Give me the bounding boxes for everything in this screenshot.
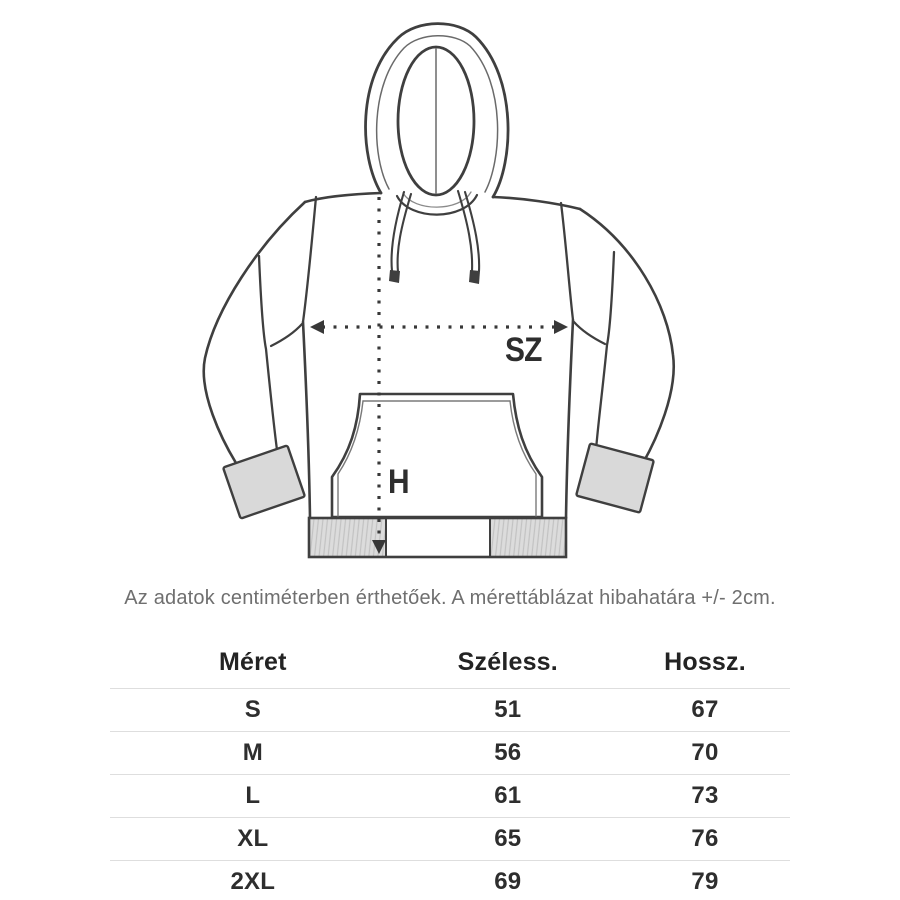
width-arrow-label: SZ <box>505 330 542 369</box>
left-sleeve <box>204 202 305 463</box>
header-size: Méret <box>218 647 287 676</box>
right-cuff <box>576 443 654 512</box>
left-underarm-seam <box>271 324 302 346</box>
table-header-row <box>110 636 790 688</box>
header-length: Hossz. <box>664 647 746 676</box>
hood-outer-edge <box>366 24 509 197</box>
right-armhole-seam <box>561 203 573 320</box>
hem-ribbing-left <box>310 519 385 556</box>
table-row <box>110 688 790 731</box>
height-arrow-label: H <box>388 462 410 501</box>
pocket-outline <box>332 394 542 517</box>
right-underarm-seam <box>574 322 605 344</box>
header-width: Széless. <box>457 647 558 676</box>
table-row <box>110 817 790 860</box>
table-row <box>110 731 790 774</box>
table-row <box>110 774 790 817</box>
left-body-edge <box>303 322 310 518</box>
left-drawstring-tip <box>389 270 400 283</box>
width-cell: 56 <box>494 739 522 766</box>
size-cell: L <box>245 782 261 809</box>
table-row <box>110 860 790 900</box>
left-cuff <box>223 445 305 518</box>
hood-seam <box>377 36 498 192</box>
length-cell: 76 <box>691 825 719 852</box>
kangaroo-pocket <box>332 394 542 517</box>
width-cell: 69 <box>494 868 522 895</box>
width-arrow-right-head <box>554 320 568 334</box>
size-cell: M <box>242 739 263 766</box>
hem-band <box>309 518 566 557</box>
pocket-stitching <box>338 401 536 516</box>
size-table <box>110 636 790 900</box>
length-cell: 73 <box>691 782 719 809</box>
hem-ribbing-right <box>490 519 565 556</box>
width-cell: 61 <box>494 782 522 809</box>
right-shoulder-line <box>493 197 580 209</box>
width-cell: 65 <box>494 825 522 852</box>
left-sleeve-inner-edge <box>259 256 277 450</box>
drawstrings <box>389 191 480 284</box>
right-sleeve <box>574 209 674 463</box>
size-cell: S <box>244 696 261 723</box>
right-sleeve-inner-edge <box>596 252 614 450</box>
right-body-edge <box>566 320 573 518</box>
width-measure-arrow <box>310 320 568 368</box>
right-drawstring-tip <box>469 270 480 284</box>
length-cell: 79 <box>691 868 719 895</box>
size-cell: 2XL <box>230 868 276 895</box>
height-measure-arrow <box>372 197 410 554</box>
hood <box>366 24 509 215</box>
length-cell: 67 <box>691 696 719 723</box>
left-armhole-seam <box>303 197 316 322</box>
length-cell: 70 <box>691 739 719 766</box>
measurement-note: Az adatok centiméterben érthetőek. A mérettáblázat hibahatára +/- 2cm. <box>124 587 776 609</box>
width-cell: 51 <box>494 696 522 723</box>
right-sleeve-outer-edge <box>580 209 674 463</box>
width-arrow-left-head <box>310 320 324 334</box>
left-sleeve-outer-edge <box>204 202 305 463</box>
size-cell: XL <box>237 825 269 852</box>
